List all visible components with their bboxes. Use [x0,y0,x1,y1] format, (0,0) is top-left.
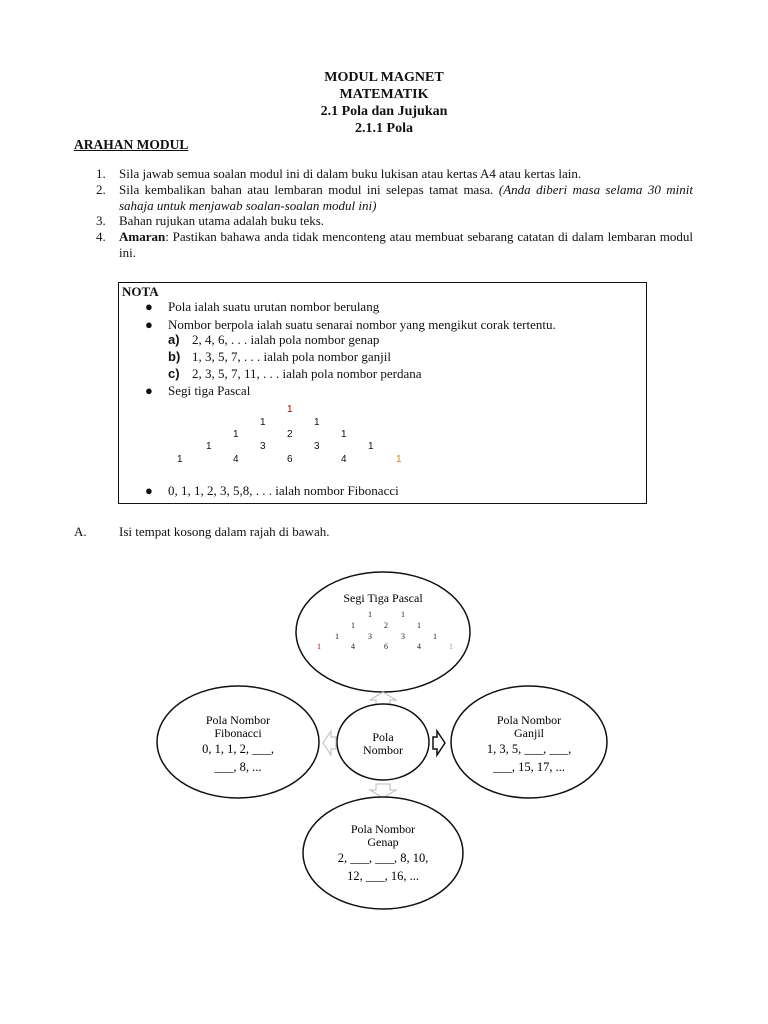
fibonacci-line-1: 0, 1, 1, 2, ___, [202,742,274,756]
fibonacci-title-2: Fibonacci [214,726,262,740]
sub-text: 2, 3, 5, 7, 11, . . . ialah pola nombor perdana [192,366,422,381]
diagram-pascal-number: 2 [384,621,388,630]
diagram-pascal-number: 6 [384,642,388,651]
pascal-number: 1 [206,441,212,452]
diagram-pascal-number: 1 [417,621,421,630]
pascal-number: 1 [233,429,239,440]
ganjil-title-1: Pola Nombor [496,713,562,727]
pascal-number: 1 [396,454,402,465]
bullet-text: Nombor berpola ialah suatu senarai nombor yang mengikut corak tertentu. [168,317,556,332]
bullet-text: 0, 1, 1, 2, 3, 5,8, . . . ialah nombor Fibonacci [168,483,399,498]
instruction-number: 1. [96,166,106,181]
sub-label: a) [168,332,180,347]
instruction-italic: (Anda diberi masa selama 30 minit sahaja untuk menjawab soalan-soalan modul ini) [119,182,694,213]
genap-line-1: 2, ___, ___, 8, 10, [337,851,429,865]
diagram-pascal-number: 1 [317,642,321,651]
sub-text: 1, 3, 5, 7, . . . ialah pola nombor ganjil [192,349,391,364]
pascal-ellipse [296,572,470,692]
pascal-title: Segi Tiga Pascal [343,591,423,605]
warning-label: Amaran [119,229,166,244]
instruction-number: 2. [96,182,106,197]
instruction-number: 3. [96,213,106,228]
center-line-2: Nombor [363,743,403,757]
diagram-pascal-number: 3 [368,632,372,641]
fibonacci-line-2: ___, 8, ... [214,760,262,774]
instruction-text: Bahan rujukan utama adalah buku teks. [119,213,325,228]
title-subtopic: 2.1.1 Pola [355,121,413,136]
pascal-number: 6 [287,454,293,465]
nota-title: NOTA [122,284,159,299]
diagram-pascal-number: 1 [368,610,372,619]
title-module: MODUL MAGNET [324,70,444,85]
ganjil-line-1: 1, 3, 5, ___, ___, [486,742,572,756]
pascal-number: 1 [287,404,293,415]
pascal-number: 1 [341,429,347,440]
bullet-icon: ● [145,383,153,398]
diagram-pascal-number: 1 [433,632,437,641]
genap-title-1: Pola Nombor [350,822,416,836]
pascal-number: 4 [233,454,239,465]
genap-title-2: Genap [367,835,399,849]
arrow-down-icon [370,784,396,798]
genap-line-2: 12, ___, 16, ... [347,869,419,883]
pascal-number: 1 [260,417,266,428]
sub-label: b) [168,349,181,364]
pascal-number: 3 [314,441,320,452]
arrow-left-icon [323,731,336,755]
arrow-right-icon [433,731,445,755]
diagram-pascal-number: 4 [417,642,421,651]
fibonacci-title-1: Pola Nombor [205,713,271,727]
title-subject: MATEMATIK [339,87,429,102]
bullet-text: Pola ialah suatu urutan nombor berulang [168,299,380,314]
diagram-pascal-number: 1 [401,610,405,619]
ganjil-title-2: Ganjil [514,726,544,740]
diagram-pascal-number: 1 [351,621,355,630]
bullet-icon: ● [145,299,153,314]
pascal-number: 3 [260,441,266,452]
instruction-text: Amaran: Pastikan bahawa anda tidak menconteng atau membuat sebarang catatan di dalam lembaran modul ini. [119,229,693,260]
section-a-label: A. [74,524,87,539]
sub-text: 2, 4, 6, . . . ialah pola nombor genap [192,332,380,347]
instruction-text: Sila kembalikan bahan atau lembaran modul ini selepas tamat masa. (Anda diberi masa selama 30 minit sahaja untuk menjawab soalan-soalan modul ini) [119,182,694,213]
section-a-text: Isi tempat kosong dalam rajah di bawah. [119,524,330,539]
arahan-heading: ARAHAN MODUL [74,137,189,152]
bullet-icon: ● [145,317,153,332]
diagram-pascal-number: 1 [335,632,339,641]
pascal-number: 4 [341,454,347,465]
center-line-1: Pola [372,730,394,744]
pascal-number: 1 [177,454,183,465]
diagram-pascal-number: 3 [401,632,405,641]
pascal-number: 1 [314,417,320,428]
instruction-text: Sila jawab semua soalan modul ini di dalam buku lukisan atau kertas A4 atau kertas lain. [119,166,582,181]
diagram-pascal-number: 1 [449,642,453,651]
diagram-pascal-number: 4 [351,642,355,651]
bullet-text: Segi tiga Pascal [168,383,251,398]
sub-label: c) [168,366,180,381]
bullet-icon: ● [145,483,153,498]
ganjil-line-2: ___, 15, 17, ... [493,760,565,774]
pascal-number: 1 [368,441,374,452]
instruction-number: 4. [96,229,106,244]
title-topic: 2.1 Pola dan Jujukan [320,104,448,119]
pascal-number: 2 [287,429,293,440]
